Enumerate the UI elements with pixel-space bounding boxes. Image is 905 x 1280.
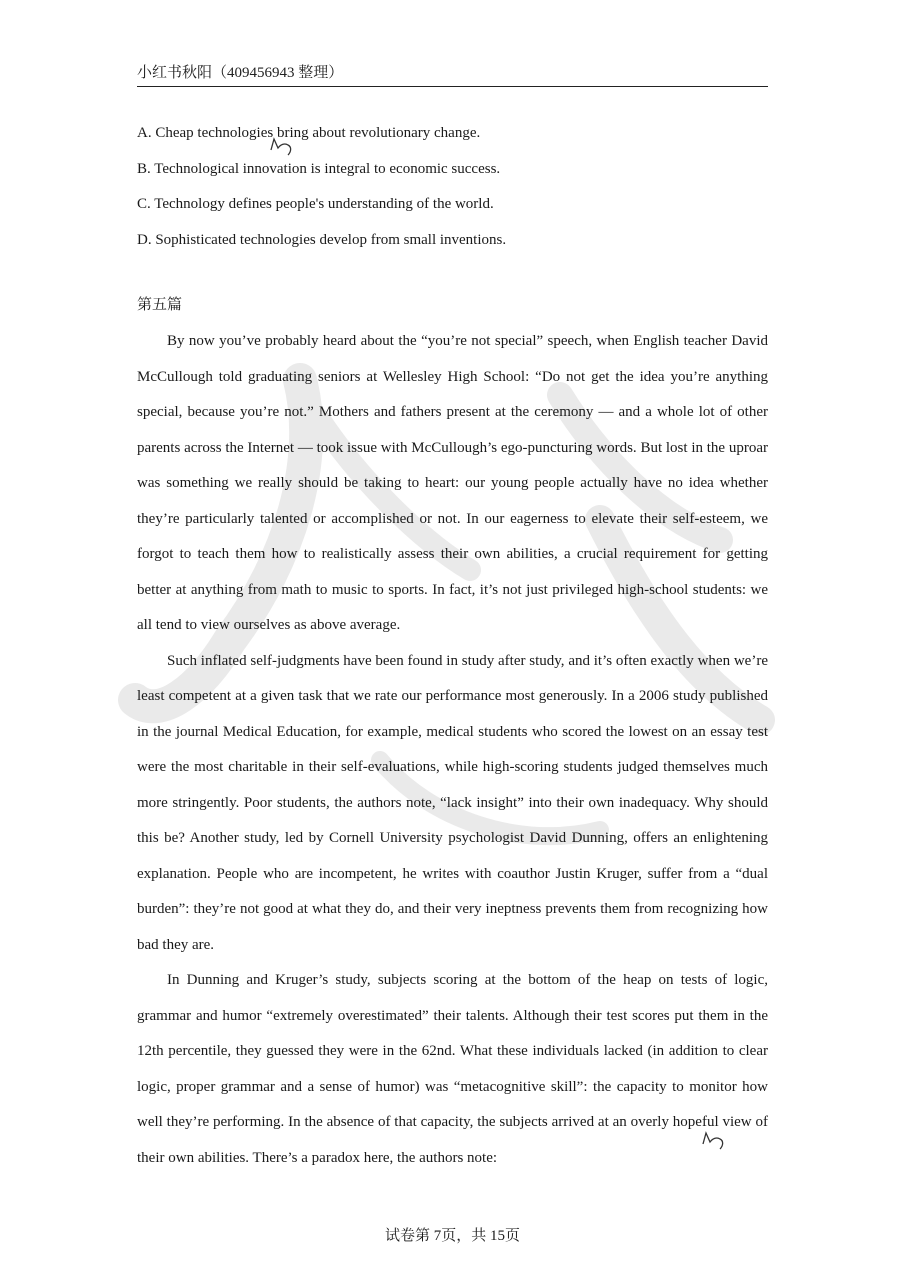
page-header	[137, 64, 768, 87]
article-paragraph: Such inflated self-judgments have been found in study after study, and it’s often exactly when we’re least competent at a given task that we rate our performance most generously. In a 2006 study published in the journal Medical Education, for example, medical students who scored the lowest on an essay test were the most charitable in their self-evaluations, while high-scoring students judged themselves much more stringently. Poor students, the authors note, “lack insight” into their own inadequacy. Why should this be? Another study, led by Cornell University psychologist David Dunning, offers an enlightening explanation. People who are incompetent, he writes with coauthor Justin Kruger, suffer from a “dual burden”: they’re not good at what they do, and their very ineptness prevents them from recognizing how bad they are.	[137, 652, 768, 953]
option-c: C. Technology defines people's understanding of the world.	[137, 196, 494, 212]
option-b: B. Technological innovation is integral to economic success.	[137, 160, 501, 177]
article-paragraph: In Dunning and Kruger’s study, subjects scoring at the bottom of the heap on tests of logic, grammar and humor “extremely overestimated” their talents. Although their test scores put them in the 12th percentile, they guessed they were in the 62nd. What these individuals lacked (in addition to clear logic, proper grammar and a sense of humor) was “metacognitive skill”: the capacity to monitor how well they’re performing. In the absence of that capacity, the subjects arrived at an overly hopeful view of their own abilities. There’s a paradox here, the authors note:	[137, 972, 768, 1166]
header-source-label: 小红书秋阳（409456943 整理）	[137, 65, 344, 81]
section-title: 第五篇	[137, 297, 183, 313]
option-d: D. Sophisticated technologies develop from small inventions.	[137, 231, 507, 248]
option-a: A. Cheap technologies bring about revolutionary change.	[137, 125, 481, 141]
article-paragraph: By now you’ve probably heard about the “you’re not special” speech, when English teacher David McCullough told graduating seniors at Wellesley High School: “Do not get the idea you’re anything special, because you’re not.” Mothers and fathers present at the ceremony — and a whole lot of other parents across the Internet — took issue with McCullough’s ego-puncturing words. But lost in the uproar was something we really should be taking to heart: our young people actually have no idea whether they’re particularly talented or accomplished or not. In our eagerness to elevate their self-esteem, we forgot to teach them how to realistically assess their own abilities, a crucial requirement for getting better at anything from math to music to sports. In fact, it’s not just privileged high-school students: we all tend to view ourselves as above average.	[137, 333, 768, 633]
page-footer: 试卷第 7页，共 15页	[384, 1228, 520, 1244]
answer-options	[137, 116, 768, 258]
article-body	[137, 324, 768, 1176]
